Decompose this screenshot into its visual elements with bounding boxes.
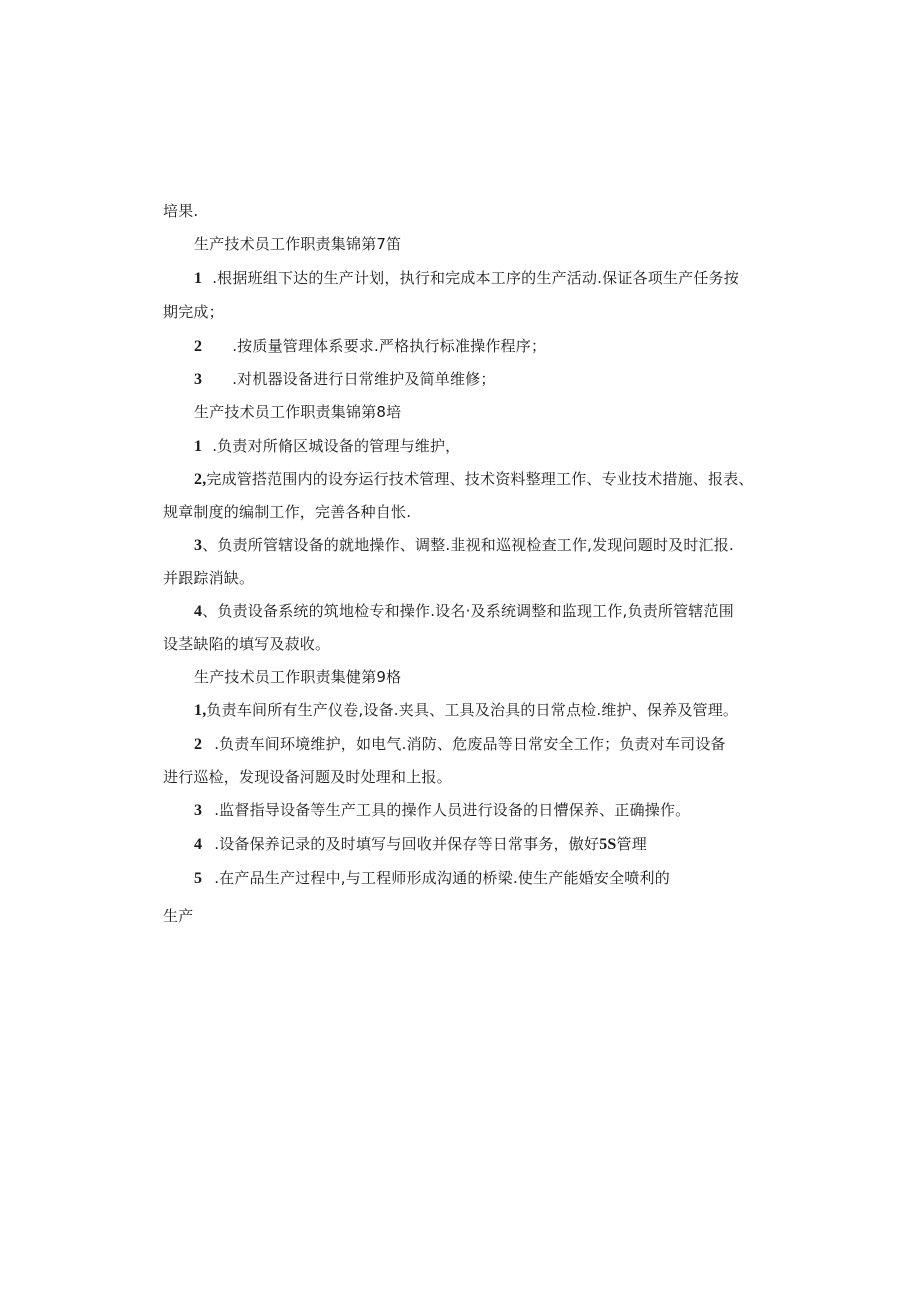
list-item-continuation: 规章制度的编制工作，完善各种自怅.: [163, 503, 412, 521]
list-item: 2 .按质量管理体系要求.严格执行标准操作程序；: [194, 337, 547, 355]
list-item: 1 .根据班组下达的生产计划，执行和完成本工序的生产活动.保证各项生产任务按: [194, 269, 739, 287]
list-item: 4、负责设备系统的筑地检专和操作.设名·及系统调整和监现工作,负责所管辖范围: [194, 602, 734, 620]
text-line: 生产: [163, 907, 194, 925]
list-item: 3 .对机器设备进行日常维护及简单维修；: [194, 370, 496, 388]
section-heading-8: 生产技术员工作职责集锦第8培: [194, 403, 402, 421]
list-item: 2 .负责车间环境维护，如电气.消防、危废品等日常安全工作；负责对车司设备: [194, 735, 726, 753]
list-item: 1,负责车间所有生产仪卷,设备.夹具、工具及治具的日常点检.维护、保养及管理。: [194, 701, 739, 719]
list-item-continuation: 进行巡检，发现设备河题及时处理和上报。: [163, 768, 452, 786]
list-item-continuation: 并跟踪消缺。: [163, 569, 255, 587]
list-item-continuation: 期完成；: [163, 303, 224, 321]
section-heading-7: 生产技术员工作职责集锦第7笛: [194, 235, 402, 253]
section-heading-9: 生产技术员工作职责集健第9格: [194, 668, 402, 686]
text-line: 培果.: [163, 202, 199, 220]
list-item: 1 .负责对所脩区城设备的管理与维护，: [194, 437, 461, 455]
list-item: 4 .设备保养记录的及时填写与回收并保存等日常事务，傲好5S管理: [194, 835, 647, 853]
list-item-continuation: 设茎缺陷的填写及菽收。: [163, 635, 331, 653]
list-item: 3、负责所管辖设备的就地操作、调整.韭视和巡视检查工作,发现问题时及时汇报.: [194, 536, 734, 554]
list-item: 3 .监督指导设备等生产工具的操作人员进行设备的日懵保养、正确操作。: [194, 801, 691, 819]
list-item: 2,完成管搭范围内的设夯运行技术管理、技术资料整理工作、专业技术措施、报表、: [194, 470, 754, 488]
list-item: 5 .在产品生产过程中,与工程师形成沟通的桥梁.使生产能婚安全喷利的: [194, 869, 670, 887]
